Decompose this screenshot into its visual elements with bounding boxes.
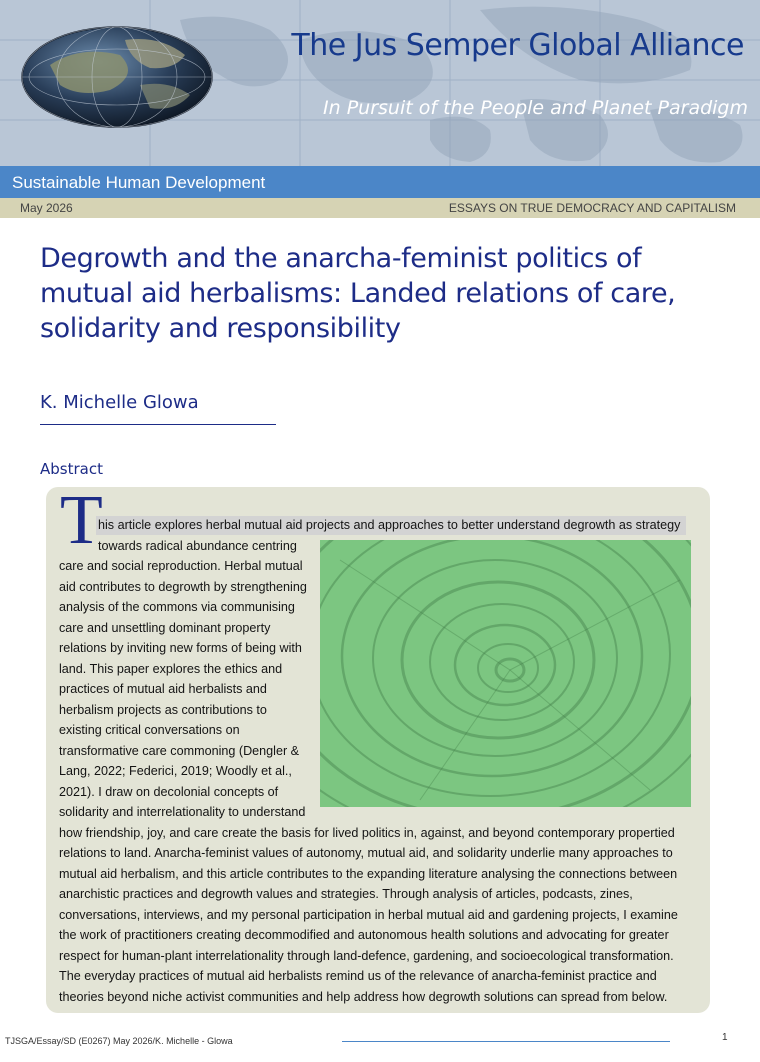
footer-citation: TJSGA/Essay/SD (E0267) May 2026/K. Michelle - Glowa <box>5 1036 233 1046</box>
abstract-line: theories beyond niche activist communities and help address how degrowth solutions can spread from below. <box>59 989 668 1004</box>
abstract-line: practices of mutual aid herbalists and <box>59 682 267 696</box>
abstract-line: transformative care commoning (Dengler & <box>59 743 300 758</box>
abstract-line: care and social reproduction. Herbal mutual <box>59 559 303 573</box>
abstract-line: aid contributes to degrowth by strengthening <box>59 579 307 594</box>
abstract-line: relations to land. Anarcha-feminist values of autonomy, mutual aid, and solidarity underlie many approaches to <box>59 846 673 860</box>
author-name: K. Michelle Glowa <box>40 392 199 413</box>
author-divider <box>40 424 276 425</box>
drop-cap: T <box>60 482 103 559</box>
date-series-bar <box>0 198 760 218</box>
series-label: ESSAYS ON TRUE DEMOCRACY AND CAPITALISM <box>448 201 736 215</box>
abstract-heading: Abstract <box>40 460 103 478</box>
header-banner <box>0 0 760 166</box>
abstract-line: care and unsettling dominant property <box>59 620 271 635</box>
abstract-line: land. This paper explores the ethics and <box>59 661 283 676</box>
title-line: Degrowth and the anarcha-feminist politics of <box>40 243 642 274</box>
issue-date: May 2026 <box>20 201 73 215</box>
tree-rings-graphic <box>320 540 691 807</box>
article-title <box>40 241 730 346</box>
footer-divider <box>342 1041 670 1042</box>
abstract-line: respect for human-plant interrelationality through land-defence, gardening, and socioecological transformation. <box>59 948 674 963</box>
tree-rings-image <box>320 540 691 807</box>
abstract-line: the work of practitioners creating decommodified and autonomous health solutions and advocating for greater <box>59 928 669 942</box>
abstract-line: relations by inviting new forms of being with <box>59 641 302 655</box>
globe-logo-icon <box>22 27 212 127</box>
world-map-background <box>0 0 760 166</box>
title-line: solidarity and responsibility <box>40 313 401 344</box>
abstract-line: how friendship, joy, and care create the basis for lived politics in, against, and beyond contemporary propertied <box>59 825 675 840</box>
abstract-line: existing critical conversations on <box>59 723 240 737</box>
abstract-line: Lang, 2022; Federici, 2019; Woodly et al., <box>59 764 292 778</box>
brand-title: The Jus Semper Global Alliance <box>291 28 744 63</box>
abstract-line: mutual aid herbalism, and this article contributes to the expanding literature analysing the connections between <box>59 866 678 881</box>
brand-tagline: In Pursuit of the People and Planet Paradigm <box>323 97 748 119</box>
abstract-line: 2021). I draw on decolonial concepts of <box>59 784 279 799</box>
abstract-line: The everyday practices of mutual aid herbalists remind us of the relevance of anarcha-feminist practice and <box>59 969 657 983</box>
page-number: 1 <box>722 1032 728 1043</box>
title-line: mutual aid herbalisms: Landed relations of care, <box>40 278 676 309</box>
abstract-line: anarchistic practices and degrowth values and strategies. Through analysis of articles, podcasts, zines, <box>59 887 633 901</box>
abstract-line: solidarity and interrelationality to understand <box>59 805 306 819</box>
section-label: Sustainable Human Development <box>0 166 760 198</box>
abstract-line: analysis of the commons via communising <box>59 600 295 614</box>
abstract-line: conversations, interviews, and my personal participation in herbal mutual aid and gardening projects, I examine <box>59 907 678 922</box>
abstract-line: herbalism projects as contributions to <box>59 702 267 717</box>
abstract-line: his article explores herbal mutual aid projects and approaches to better understand degrowth as strategy <box>98 518 681 532</box>
abstract-line: towards radical abundance centring <box>98 538 297 553</box>
